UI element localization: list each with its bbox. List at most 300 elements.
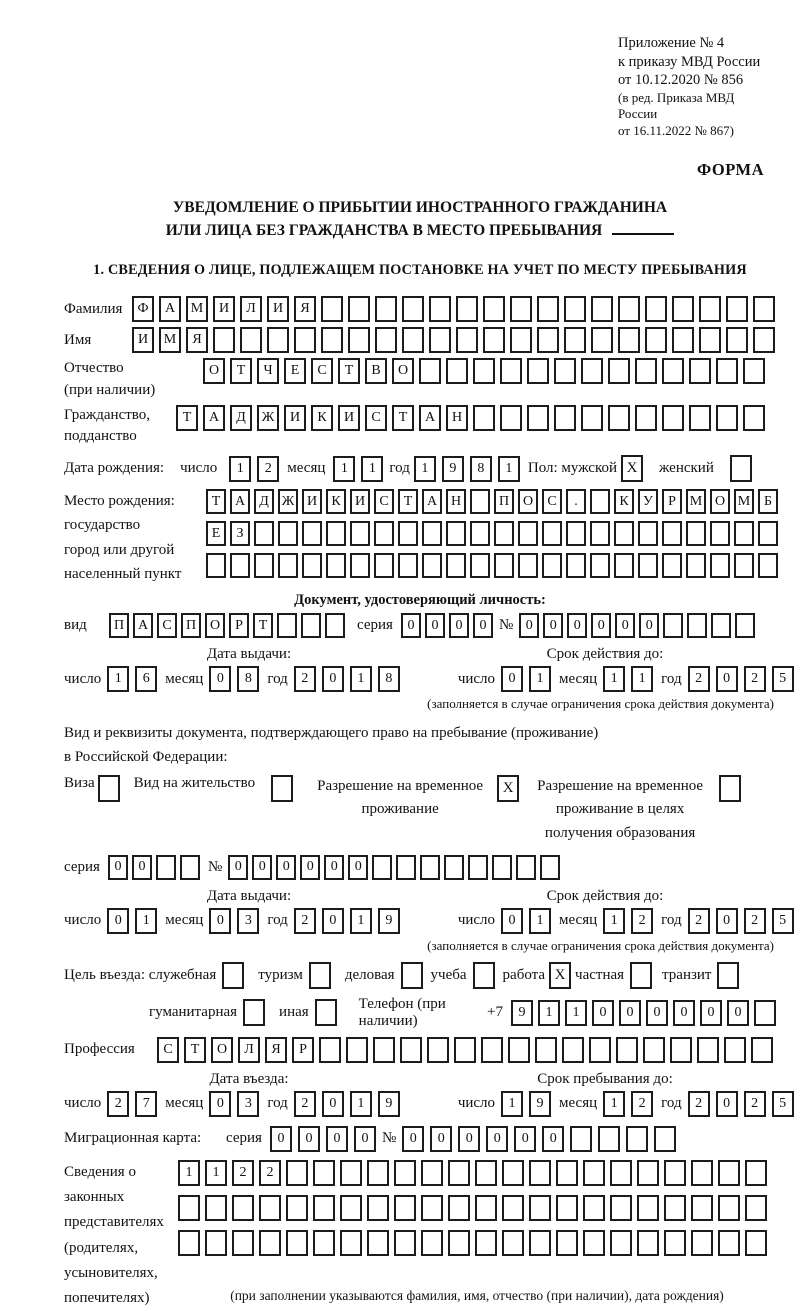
char-cell[interactable]: Л [238,1037,260,1063]
char-cell[interactable] [686,553,706,578]
char-cell[interactable] [527,405,549,431]
char-cell[interactable] [554,358,576,384]
char-cell[interactable] [664,1230,686,1256]
char-cell[interactable]: 0 [458,1126,480,1152]
char-cell[interactable] [420,855,440,880]
char-cell[interactable]: 1 [350,908,372,934]
char-cell[interactable] [751,1037,773,1063]
char-cell[interactable] [396,855,416,880]
char-cell[interactable] [422,553,442,578]
char-cell[interactable] [583,1195,605,1221]
char-cell[interactable] [518,553,538,578]
char-cell[interactable] [726,327,748,353]
char-cell[interactable]: К [614,489,634,514]
char-cell[interactable]: 0 [727,1000,749,1026]
char-cell[interactable]: 1 [229,456,251,482]
char-cell[interactable]: А [230,489,250,514]
char-cell[interactable]: 0 [615,613,635,638]
char-cell[interactable]: Я [294,296,316,322]
char-cell[interactable]: Д [254,489,274,514]
char-cell[interactable]: Р [229,613,249,638]
char-cell[interactable]: 8 [378,666,400,692]
char-cell[interactable] [564,296,586,322]
char-cell[interactable]: 0 [228,855,248,880]
char-cell[interactable] [758,521,778,546]
visa-checkbox[interactable] [98,775,120,802]
char-cell[interactable]: 0 [209,666,231,692]
char-cell[interactable] [254,553,274,578]
char-cell[interactable] [205,1230,227,1256]
char-cell[interactable] [421,1160,443,1186]
char-cell[interactable] [637,1160,659,1186]
char-cell[interactable] [340,1230,362,1256]
char-cell[interactable]: 0 [673,1000,695,1026]
char-cell[interactable] [446,358,468,384]
char-cell[interactable]: 1 [333,456,355,482]
char-cell[interactable] [556,1160,578,1186]
char-cell[interactable]: 0 [591,613,611,638]
char-cell[interactable] [510,296,532,322]
char-cell[interactable] [564,327,586,353]
char-cell[interactable] [278,553,298,578]
char-cell[interactable]: 3 [237,1091,259,1117]
char-cell[interactable] [542,553,562,578]
char-cell[interactable] [664,1195,686,1221]
char-cell[interactable] [286,1160,308,1186]
char-cell[interactable] [492,855,512,880]
char-cell[interactable] [745,1195,767,1221]
char-cell[interactable]: 0 [107,908,129,934]
char-cell[interactable] [645,327,667,353]
char-cell[interactable] [710,553,730,578]
char-cell[interactable] [724,1037,746,1063]
char-cell[interactable]: Р [662,489,682,514]
char-cell[interactable]: С [542,489,562,514]
char-cell[interactable]: 1 [414,456,436,482]
char-cell[interactable]: 9 [529,1091,551,1117]
char-cell[interactable]: 2 [257,456,279,482]
char-cell[interactable] [367,1230,389,1256]
char-cell[interactable] [718,1230,740,1256]
char-cell[interactable] [734,521,754,546]
char-cell[interactable] [581,358,603,384]
char-cell[interactable]: Н [446,405,468,431]
char-cell[interactable] [590,521,610,546]
char-cell[interactable] [710,521,730,546]
char-cell[interactable] [535,1037,557,1063]
char-cell[interactable] [400,1037,422,1063]
char-cell[interactable] [206,553,226,578]
char-cell[interactable] [566,521,586,546]
purpose-humanitarian-checkbox[interactable] [243,999,265,1026]
char-cell[interactable] [321,296,343,322]
char-cell[interactable]: А [133,613,153,638]
char-cell[interactable] [583,1160,605,1186]
char-cell[interactable] [726,296,748,322]
char-cell[interactable]: И [267,296,289,322]
char-cell[interactable]: П [494,489,514,514]
char-cell[interactable]: 1 [603,666,625,692]
char-cell[interactable]: 3 [237,908,259,934]
char-cell[interactable]: 8 [470,456,492,482]
char-cell[interactable] [610,1230,632,1256]
char-cell[interactable]: . [566,489,586,514]
char-cell[interactable] [662,405,684,431]
char-cell[interactable]: 0 [542,1126,564,1152]
char-cell[interactable] [699,327,721,353]
char-cell[interactable] [470,553,490,578]
char-cell[interactable] [626,1126,648,1152]
char-cell[interactable]: 0 [592,1000,614,1026]
char-cell[interactable] [758,553,778,578]
char-cell[interactable]: 1 [135,908,157,934]
char-cell[interactable] [699,296,721,322]
char-cell[interactable]: 1 [565,1000,587,1026]
char-cell[interactable] [421,1230,443,1256]
purpose-study-checkbox[interactable] [473,962,495,989]
char-cell[interactable] [542,521,562,546]
char-cell[interactable] [259,1230,281,1256]
purpose-business-checkbox[interactable] [401,962,423,989]
char-cell[interactable]: П [181,613,201,638]
char-cell[interactable]: Т [230,358,252,384]
char-cell[interactable] [429,327,451,353]
char-cell[interactable] [350,553,370,578]
char-cell[interactable] [638,553,658,578]
char-cell[interactable] [321,327,343,353]
char-cell[interactable] [267,327,289,353]
char-cell[interactable]: 0 [322,1091,344,1117]
char-cell[interactable] [232,1230,254,1256]
char-cell[interactable] [294,327,316,353]
char-cell[interactable]: Т [206,489,226,514]
char-cell[interactable] [510,327,532,353]
char-cell[interactable]: 0 [270,1126,292,1152]
char-cell[interactable] [610,1160,632,1186]
char-cell[interactable]: О [211,1037,233,1063]
char-cell[interactable]: О [392,358,414,384]
char-cell[interactable] [473,405,495,431]
char-cell[interactable] [591,327,613,353]
char-cell[interactable]: 0 [298,1126,320,1152]
char-cell[interactable] [608,405,630,431]
char-cell[interactable] [743,358,765,384]
char-cell[interactable] [562,1037,584,1063]
char-cell[interactable]: И [302,489,322,514]
char-cell[interactable] [302,553,322,578]
char-cell[interactable]: Ф [132,296,154,322]
char-cell[interactable] [591,296,613,322]
char-cell[interactable]: 1 [205,1160,227,1186]
char-cell[interactable]: И [284,405,306,431]
char-cell[interactable]: 0 [326,1126,348,1152]
char-cell[interactable] [638,521,658,546]
char-cell[interactable] [180,855,200,880]
char-cell[interactable]: М [734,489,754,514]
char-cell[interactable]: 0 [700,1000,722,1026]
char-cell[interactable]: Л [240,296,262,322]
char-cell[interactable] [422,521,442,546]
char-cell[interactable] [475,1195,497,1221]
char-cell[interactable] [570,1126,592,1152]
char-cell[interactable] [618,327,640,353]
char-cell[interactable]: У [638,489,658,514]
char-cell[interactable]: 0 [519,613,539,638]
char-cell[interactable] [614,521,634,546]
char-cell[interactable] [670,1037,692,1063]
char-cell[interactable] [745,1160,767,1186]
char-cell[interactable] [654,1126,676,1152]
temp-residence-checkbox[interactable]: X [497,775,519,802]
char-cell[interactable] [473,358,495,384]
char-cell[interactable] [743,405,765,431]
char-cell[interactable]: 0 [716,666,738,692]
char-cell[interactable]: 9 [442,456,464,482]
char-cell[interactable] [301,613,321,638]
char-cell[interactable] [213,327,235,353]
char-cell[interactable] [516,855,536,880]
char-cell[interactable]: М [186,296,208,322]
char-cell[interactable] [556,1195,578,1221]
char-cell[interactable] [518,521,538,546]
char-cell[interactable]: Я [186,327,208,353]
char-cell[interactable] [374,521,394,546]
char-cell[interactable] [556,1230,578,1256]
char-cell[interactable]: Е [284,358,306,384]
char-cell[interactable] [483,327,505,353]
char-cell[interactable] [662,358,684,384]
sex-female-checkbox[interactable] [730,455,752,482]
char-cell[interactable] [687,613,707,638]
char-cell[interactable]: 9 [378,908,400,934]
char-cell[interactable]: 1 [350,666,372,692]
char-cell[interactable] [502,1230,524,1256]
char-cell[interactable]: О [710,489,730,514]
char-cell[interactable] [689,405,711,431]
char-cell[interactable] [610,1195,632,1221]
char-cell[interactable] [589,1037,611,1063]
char-cell[interactable] [350,521,370,546]
char-cell[interactable] [494,553,514,578]
char-cell[interactable]: 0 [276,855,296,880]
residence-permit-checkbox[interactable] [271,775,293,802]
char-cell[interactable]: 0 [543,613,563,638]
char-cell[interactable]: 7 [135,1091,157,1117]
char-cell[interactable]: С [365,405,387,431]
char-cell[interactable]: Н [446,489,466,514]
char-cell[interactable] [156,855,176,880]
char-cell[interactable]: Т [398,489,418,514]
char-cell[interactable] [419,358,441,384]
char-cell[interactable] [205,1195,227,1221]
char-cell[interactable]: 0 [639,613,659,638]
char-cell[interactable]: 1 [498,456,520,482]
char-cell[interactable]: М [686,489,706,514]
char-cell[interactable] [240,327,262,353]
char-cell[interactable]: К [311,405,333,431]
char-cell[interactable] [672,327,694,353]
char-cell[interactable]: В [365,358,387,384]
char-cell[interactable] [402,327,424,353]
char-cell[interactable] [662,553,682,578]
char-cell[interactable] [394,1195,416,1221]
char-cell[interactable]: 2 [259,1160,281,1186]
char-cell[interactable]: З [230,521,250,546]
char-cell[interactable]: 1 [350,1091,372,1117]
char-cell[interactable]: 0 [401,613,421,638]
char-cell[interactable] [500,405,522,431]
char-cell[interactable]: 9 [378,1091,400,1117]
char-cell[interactable]: Ж [278,489,298,514]
purpose-private-checkbox[interactable] [630,962,652,989]
char-cell[interactable] [398,521,418,546]
char-cell[interactable] [537,327,559,353]
char-cell[interactable]: 0 [324,855,344,880]
char-cell[interactable] [421,1195,443,1221]
char-cell[interactable] [367,1195,389,1221]
char-cell[interactable]: 1 [178,1160,200,1186]
char-cell[interactable]: 0 [716,908,738,934]
char-cell[interactable]: И [350,489,370,514]
char-cell[interactable]: 2 [688,908,710,934]
char-cell[interactable] [470,489,490,514]
char-cell[interactable] [402,296,424,322]
purpose-transit-checkbox[interactable] [717,962,739,989]
char-cell[interactable]: 1 [529,908,551,934]
char-cell[interactable] [689,358,711,384]
char-cell[interactable] [448,1230,470,1256]
char-cell[interactable] [643,1037,665,1063]
char-cell[interactable] [716,358,738,384]
char-cell[interactable] [373,1037,395,1063]
char-cell[interactable] [691,1230,713,1256]
char-cell[interactable]: 9 [511,1000,533,1026]
sex-male-checkbox[interactable]: X [621,455,643,482]
char-cell[interactable]: И [132,327,154,353]
char-cell[interactable] [394,1230,416,1256]
char-cell[interactable] [429,296,451,322]
char-cell[interactable]: С [374,489,394,514]
char-cell[interactable] [448,1195,470,1221]
char-cell[interactable] [348,296,370,322]
char-cell[interactable]: 1 [631,666,653,692]
char-cell[interactable]: 5 [772,908,794,934]
char-cell[interactable]: П [109,613,129,638]
char-cell[interactable] [394,1160,416,1186]
char-cell[interactable]: 0 [402,1126,424,1152]
char-cell[interactable] [230,553,250,578]
char-cell[interactable] [598,1126,620,1152]
char-cell[interactable] [645,296,667,322]
char-cell[interactable]: Т [176,405,198,431]
char-cell[interactable] [590,489,610,514]
char-cell[interactable] [502,1195,524,1221]
char-cell[interactable] [616,1037,638,1063]
char-cell[interactable] [178,1195,200,1221]
char-cell[interactable] [326,553,346,578]
char-cell[interactable]: 0 [108,855,128,880]
purpose-work-checkbox[interactable]: X [549,962,571,989]
char-cell[interactable] [500,358,522,384]
char-cell[interactable]: 0 [354,1126,376,1152]
char-cell[interactable] [346,1037,368,1063]
char-cell[interactable] [637,1195,659,1221]
char-cell[interactable]: 2 [294,666,316,692]
char-cell[interactable]: 8 [237,666,259,692]
char-cell[interactable]: Ч [257,358,279,384]
char-cell[interactable] [446,521,466,546]
purpose-other-checkbox[interactable] [315,999,337,1026]
char-cell[interactable]: И [213,296,235,322]
char-cell[interactable] [286,1195,308,1221]
purpose-official-checkbox[interactable] [222,962,244,989]
char-cell[interactable]: 0 [449,613,469,638]
char-cell[interactable] [456,327,478,353]
char-cell[interactable]: 2 [744,666,766,692]
char-cell[interactable]: 1 [603,908,625,934]
char-cell[interactable] [372,855,392,880]
char-cell[interactable] [529,1230,551,1256]
char-cell[interactable]: 0 [322,908,344,934]
char-cell[interactable] [277,613,297,638]
char-cell[interactable]: 2 [294,908,316,934]
char-cell[interactable] [697,1037,719,1063]
char-cell[interactable] [664,1160,686,1186]
char-cell[interactable]: 2 [744,908,766,934]
char-cell[interactable]: Р [292,1037,314,1063]
char-cell[interactable] [475,1160,497,1186]
char-cell[interactable]: 1 [529,666,551,692]
char-cell[interactable] [734,553,754,578]
char-cell[interactable]: 1 [603,1091,625,1117]
char-cell[interactable]: 2 [107,1091,129,1117]
char-cell[interactable] [254,521,274,546]
char-cell[interactable]: 1 [361,456,383,482]
char-cell[interactable] [635,405,657,431]
char-cell[interactable] [325,613,345,638]
char-cell[interactable]: Д [230,405,252,431]
char-cell[interactable] [686,521,706,546]
char-cell[interactable]: 6 [135,666,157,692]
char-cell[interactable] [313,1160,335,1186]
char-cell[interactable] [566,553,586,578]
char-cell[interactable] [537,296,559,322]
char-cell[interactable]: 5 [772,1091,794,1117]
char-cell[interactable] [286,1230,308,1256]
char-cell[interactable] [753,296,775,322]
char-cell[interactable]: О [203,358,225,384]
char-cell[interactable] [427,1037,449,1063]
char-cell[interactable]: 1 [501,1091,523,1117]
char-cell[interactable]: 1 [538,1000,560,1026]
char-cell[interactable]: Я [265,1037,287,1063]
char-cell[interactable]: 0 [425,613,445,638]
char-cell[interactable] [583,1230,605,1256]
char-cell[interactable]: 5 [772,666,794,692]
char-cell[interactable] [637,1230,659,1256]
char-cell[interactable] [278,521,298,546]
char-cell[interactable]: 0 [209,1091,231,1117]
char-cell[interactable]: А [422,489,442,514]
char-cell[interactable]: 2 [688,1091,710,1117]
char-cell[interactable] [735,613,755,638]
char-cell[interactable] [691,1160,713,1186]
char-cell[interactable]: 2 [688,666,710,692]
char-cell[interactable]: 2 [744,1091,766,1117]
char-cell[interactable]: 0 [646,1000,668,1026]
char-cell[interactable] [313,1195,335,1221]
char-cell[interactable]: 0 [132,855,152,880]
